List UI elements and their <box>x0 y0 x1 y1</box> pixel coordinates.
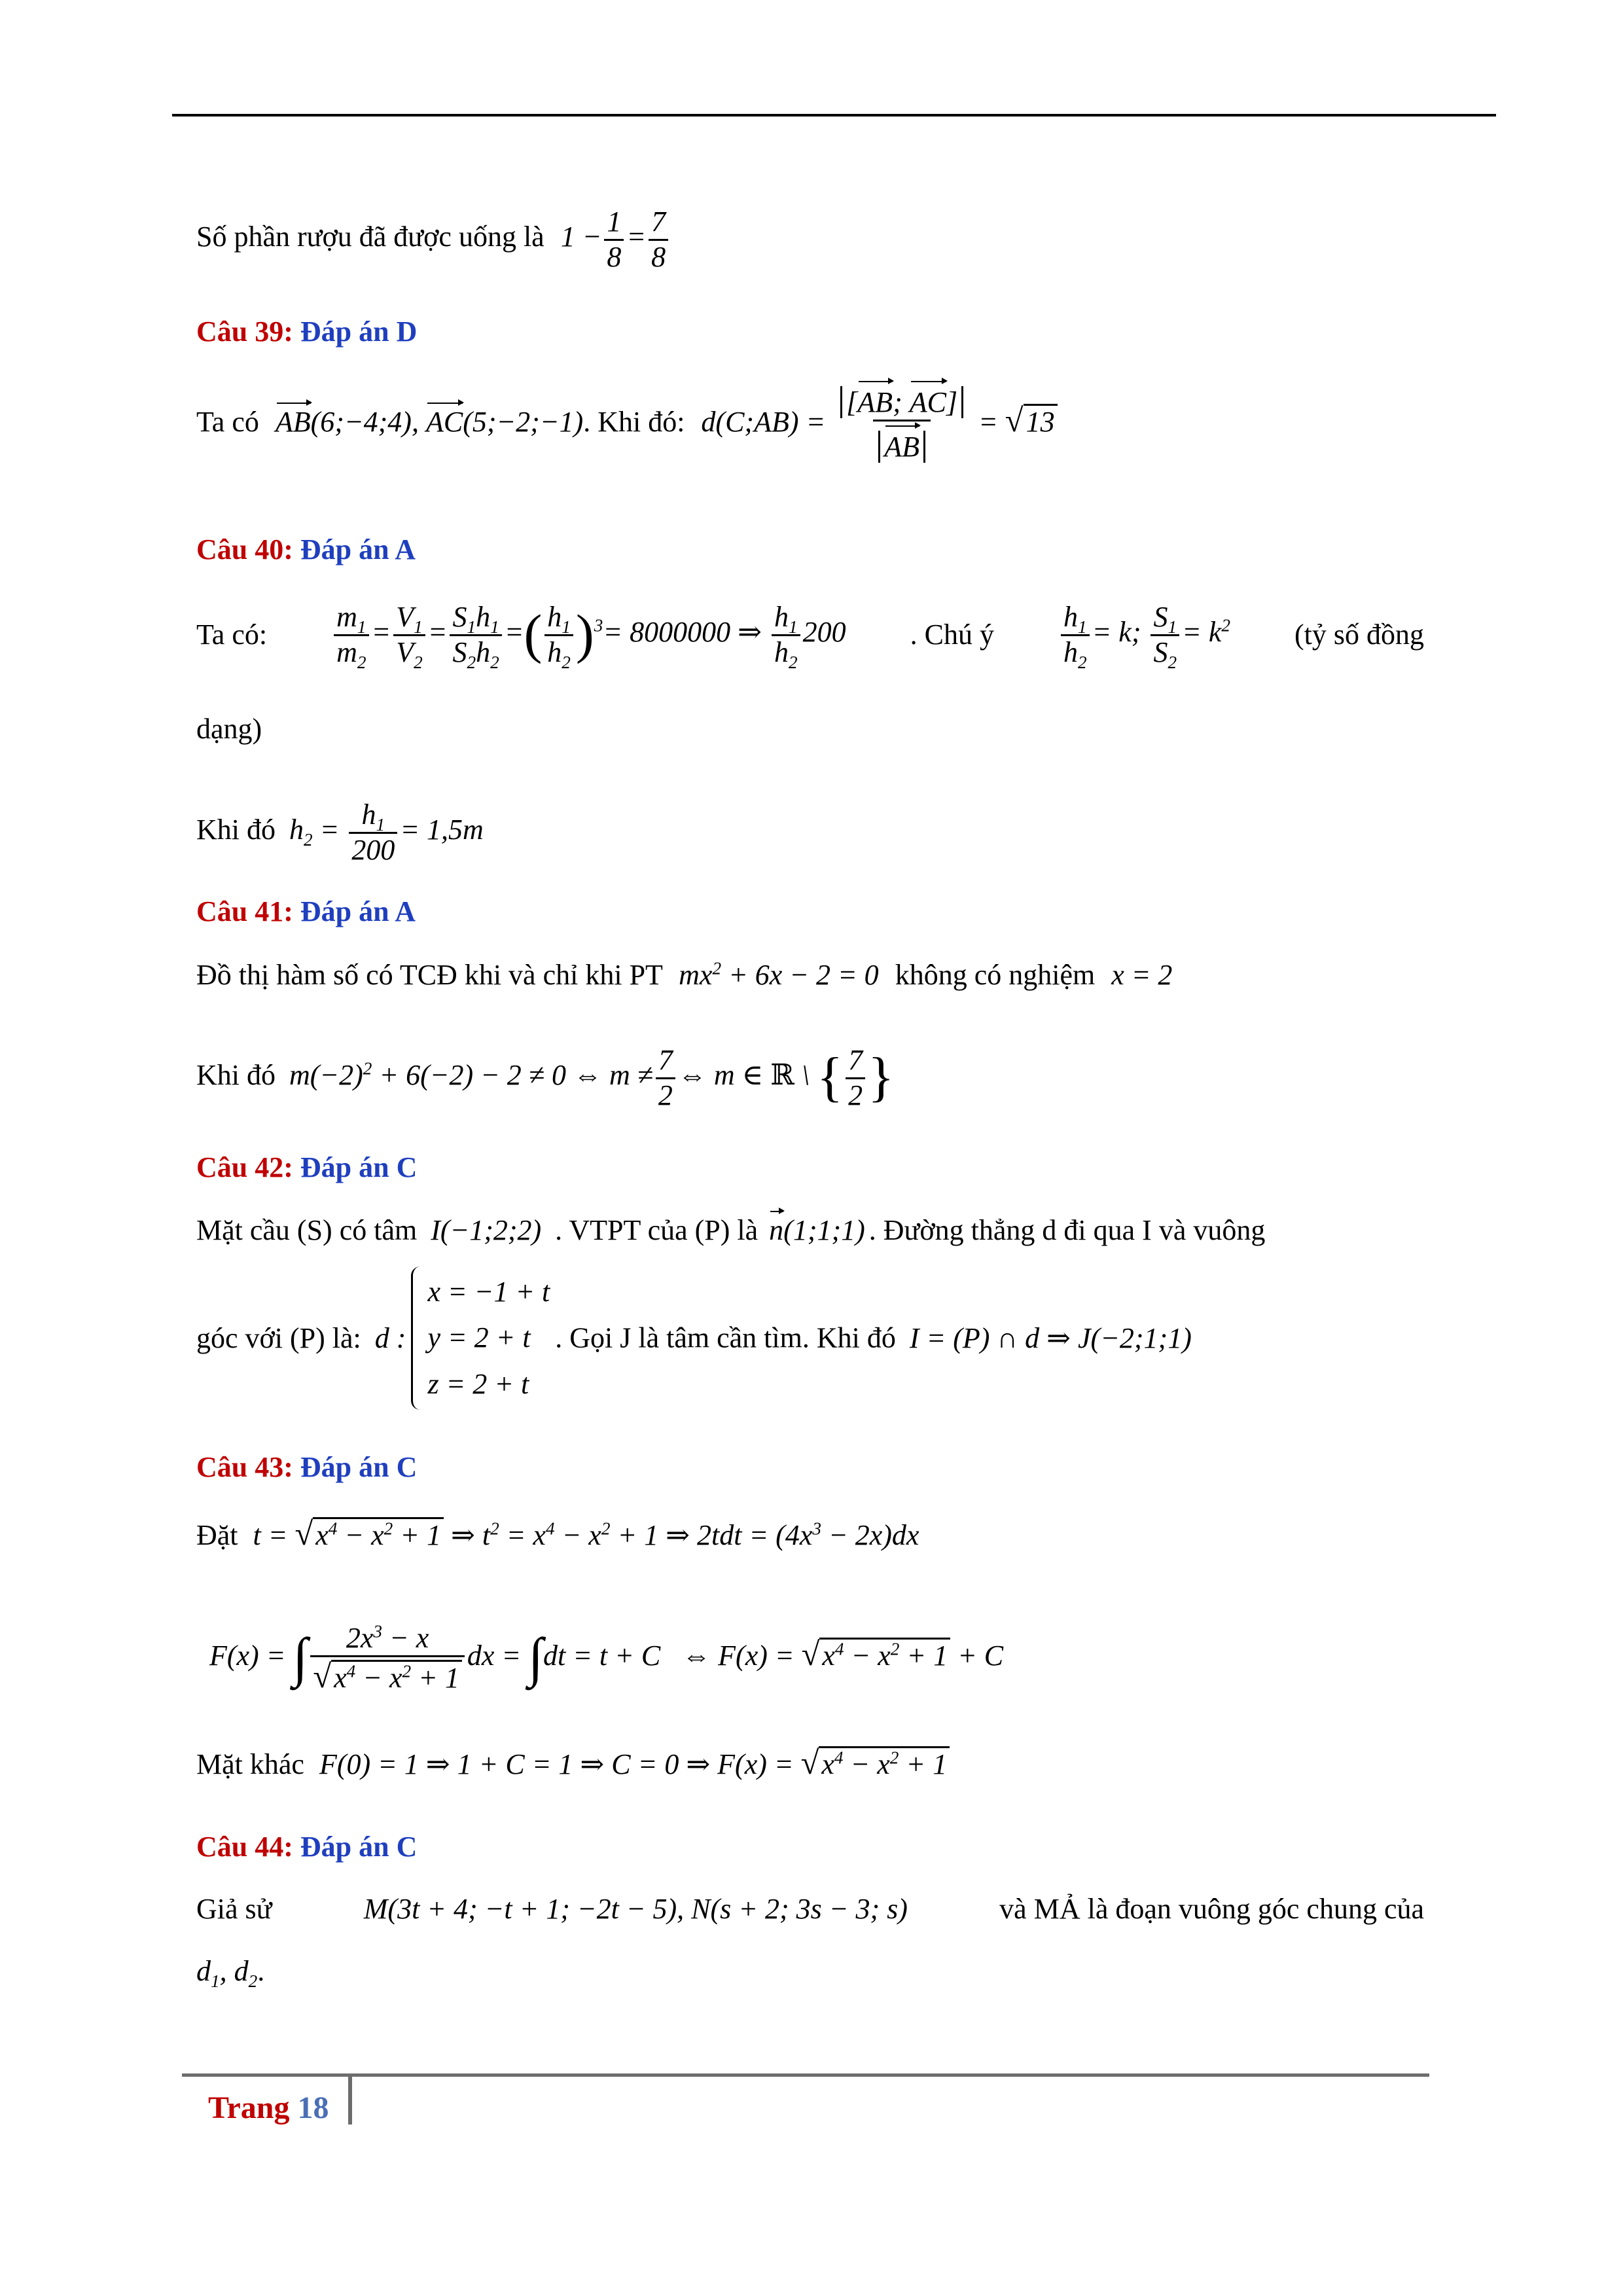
q41-line2: Khi đó $m(-2)^2 + 6(-2) - 2 \ne 0$ ⇔ m ≠ $\frac{7}{2}$ ⇔ m ∈ ℝ \ { $\frac{7}{2}$ } <box>196 1044 895 1111</box>
q42-line1: Mặt cầu (S) có tâm I(−1;2;2) . VTPT của (P) là n(1;1;1) . Đường thẳng d đi qua I và vuông <box>196 1214 1266 1246</box>
q44-line1: Giả sử M(3t + 4; −t + 1; −2t − 5), N(s + 2; 3s − 3; s) và MẢ là đoạn vuông góc chung của <box>196 1893 1424 1925</box>
footer-rule <box>182 2073 1429 2077</box>
q39-heading: Câu 39: Đáp án D <box>196 315 418 348</box>
page-number: Trang 18 <box>208 2090 329 2125</box>
q43-line1: Đặt $t = √x^4 - x^2 + 1$ ⇒ $t^2 = x^4 - x^2 + 1$ ⇒ $2tdt = (4x^3 - 2x)dx$ <box>196 1515 919 1552</box>
line-ruou: Số phần rượu đã được uống là 1 − $\frac{1}{8}$ = $\frac{7}{8}$ <box>196 206 671 274</box>
q41-line1: Đồ thị hàm số có TCĐ khi và chỉ khi PT $mx^2 + 6x - 2 = 0$ không có nghiệm x = 2 <box>196 958 1173 991</box>
q44-line2: $d_1$, $d_2$. <box>196 1955 265 1991</box>
q43-line2: F(x) = ∫ $\frac{2x^3 - x}{√x^4 - x^2 + 1}$ dx = ∫dt = t + C ⇔ $F(x) = √x^4 - x^2 + 1 + C$ <box>209 1621 1004 1695</box>
q41-heading: Câu 41: Đáp án A <box>196 895 416 927</box>
q42-line2: góc với (P) là: d : x = −1 + t y = 2 + t z = 2 + t . Gọi J là tâm cần tìm. Khi đó I = (P) ∩ d ⇒ J(−2;1;1) <box>196 1266 1192 1410</box>
q43-line3: Mặt khác F(0) = 1 ⇒ 1 + C = 1 ⇒ C = 0 ⇒ $F(x) = √x^4 - x^2 + 1$ <box>196 1746 950 1780</box>
q42-heading: Câu 42: Đáp án C <box>196 1151 418 1183</box>
q40-dang: dạng) <box>196 713 262 745</box>
q40-heading: Câu 40: Đáp án A <box>196 533 416 565</box>
header-rule <box>172 114 1496 117</box>
q39-line: Ta có AB(6;−4;4), AC(5;−2;−1). Khi đó: d(C;AB) = $\frac{[AB; AC]}{AB}$ = √13 <box>196 386 1058 463</box>
footer-divider <box>348 2076 352 2125</box>
q43-heading: Câu 43: Đáp án C <box>196 1451 418 1483</box>
q44-heading: Câu 44: Đáp án C <box>196 1831 418 1863</box>
q40-line: Ta có: $\frac{m_1}{m_2}$ = $\frac{V_1}{V_2}$ = $\frac{S_1h_1}{S_2h_2}$ =( $\frac{h_1}{h_2}$ )$^3$= 8000000 ⇒ $\frac{h_1}{h_2}$ 200 . Chú ý $\frac{h_1}{h_2}$ = k; $\frac{S_1}{S_2}$ = $k^2$ (tỷ số đồng <box>196 601 1424 672</box>
q40-khido: Khi đó $h_2$ = $\frac{h_1}{200}$ = 1,5m <box>196 798 484 866</box>
